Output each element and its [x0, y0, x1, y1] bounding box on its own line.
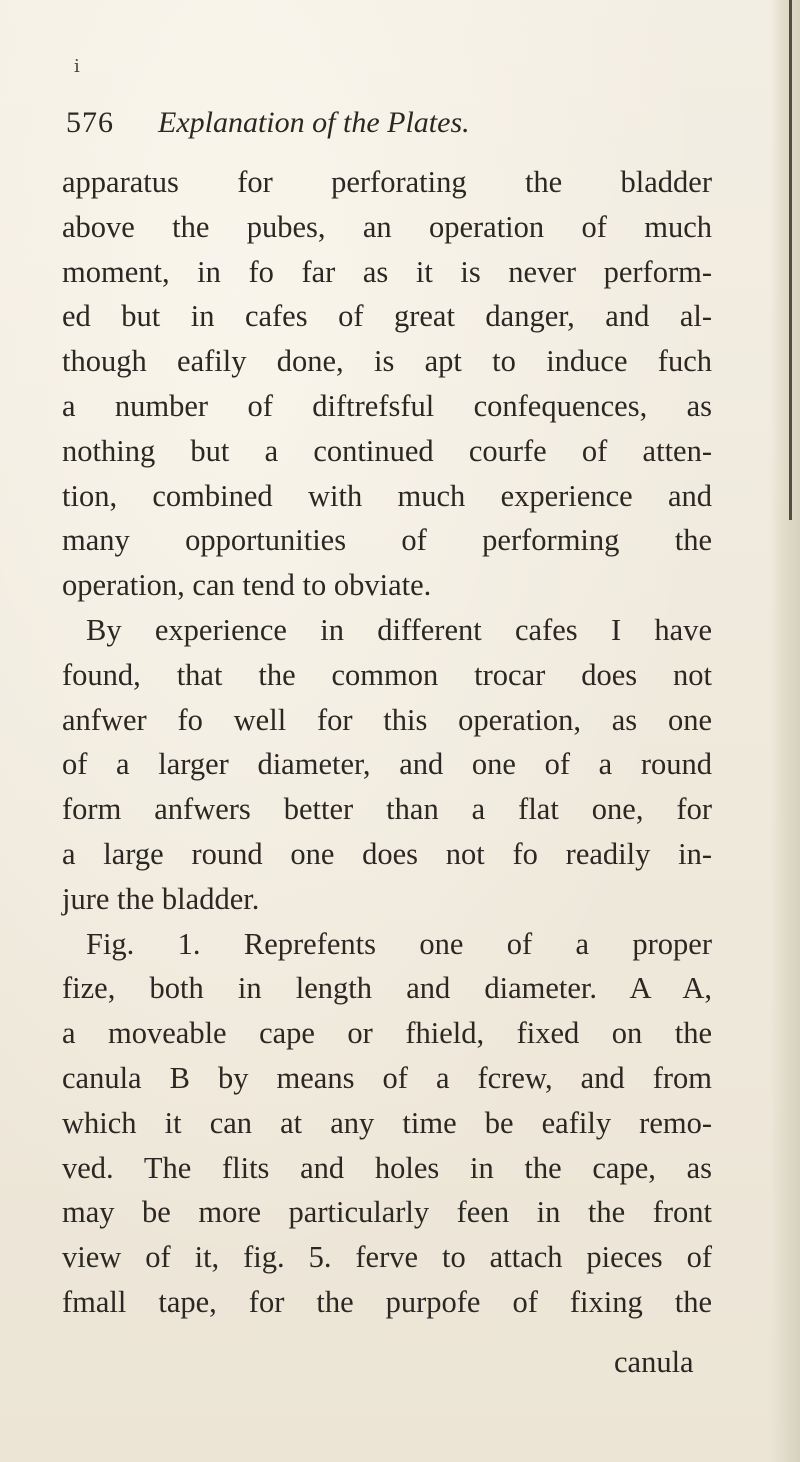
page-number: 576 — [66, 106, 114, 139]
page-header — [66, 102, 686, 144]
text-line: which it can at any time be eafily remo- — [62, 1105, 712, 1140]
page-mark: ⅰ — [74, 56, 80, 76]
text-line: operation, can tend to obviate. — [62, 568, 432, 603]
text-line: above the pubes, an operation of much — [62, 209, 712, 244]
body-text — [62, 160, 712, 1325]
text-line: canula B by means of a fcrew, and from — [62, 1060, 712, 1095]
page-gutter — [770, 0, 800, 1462]
text-line: tion, combined with much experience and — [62, 478, 712, 513]
text-line: jure the bladder. — [62, 881, 260, 916]
text-line: nothing but a continued courfe of atten- — [62, 433, 712, 468]
text-line: ved. The flits and holes in the cape, as — [62, 1150, 712, 1185]
text-line: found, that the common trocar does not — [62, 657, 712, 692]
binding-edge — [789, 0, 792, 520]
text-line: apparatus for perforating the bladder — [62, 165, 712, 199]
text-line: many opportunities of performing the — [62, 523, 712, 558]
text-line: a large round one does not fo readily in- — [62, 836, 712, 871]
text-line: anfwer fo well for this operation, as one — [62, 702, 712, 737]
text-line: view of it, fig. 5. ferve to attach pieces of — [62, 1240, 712, 1275]
text-line: a moveable cape or fhield, fixed on the — [62, 1016, 712, 1051]
text-line: fmall tape, for the purpofe of fixing the — [62, 1284, 712, 1319]
text-line: though eafily done, is apt to induce fuch — [62, 344, 712, 379]
text-line: Fig. 1. Reprefents one of a proper — [86, 926, 712, 961]
text-line: form anfwers better than a flat one, for — [62, 792, 712, 827]
text-line: may be more particularly feen in the front — [62, 1195, 712, 1230]
text-line: of a larger diameter, and one of a round — [62, 747, 712, 782]
text-line: a number of diftrefsful confequences, as — [62, 388, 712, 423]
text-line: fize, both in length and diameter. A A, — [62, 971, 712, 1006]
text-line: ed but in cafes of great danger, and al- — [62, 299, 712, 334]
text-line: moment, in fo far as it is never perform- — [62, 254, 712, 289]
running-title: Explanation of the Plates. — [158, 106, 470, 139]
catchword: canula — [614, 1345, 694, 1379]
text-line: By experience in different cafes I have — [86, 612, 712, 647]
